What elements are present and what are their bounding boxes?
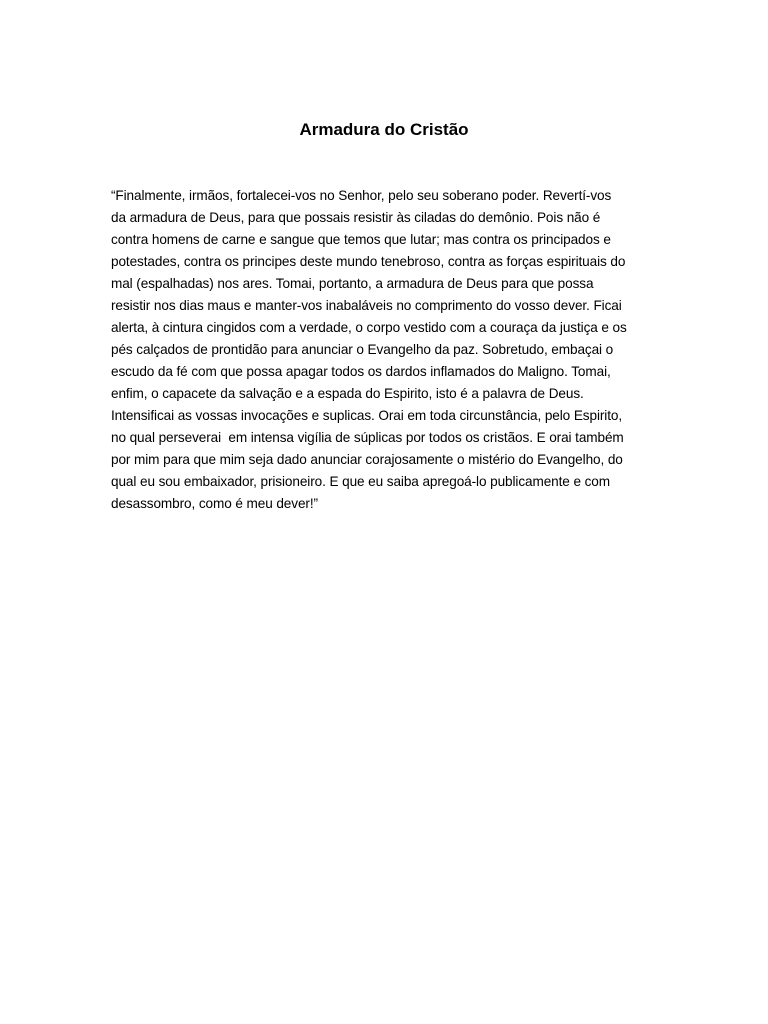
paragraph-line: desassombro, como é meu dever!” bbox=[111, 496, 318, 511]
paragraph-line: da armadura de Deus, para que possais resistir às ciladas do demônio. Pois não é bbox=[111, 210, 601, 225]
paragraph-line: potestades, contra os principes deste mundo tenebroso, contra as forças espirituais do bbox=[111, 254, 626, 269]
quote-paragraph bbox=[111, 185, 659, 515]
paragraph-line: pés calçados de prontidão para anunciar o Evangelho da paz. Sobretudo, embaçai o bbox=[111, 342, 614, 357]
paragraph-line: “Finalmente, irmãos, fortalecei-vos no Senhor, pelo seu soberano poder. Revertí-vos bbox=[111, 188, 612, 203]
paragraph-line: escudo da fé com que possa apagar todos os dardos inflamados do Maligno. Tomai, bbox=[111, 364, 611, 379]
paragraph-line: Intensificai as vossas invocações e suplicas. Orai em toda circunstância, pelo Espirito, bbox=[111, 408, 623, 423]
paragraph-line: mal (espalhadas) nos ares. Tomai, portanto, a armadura de Deus para que possa bbox=[111, 276, 594, 291]
page-title: Armadura do Cristão bbox=[299, 120, 469, 139]
paragraph-line: qual eu sou embaixador, prisioneiro. E que eu saiba apregoá-lo publicamente e com bbox=[111, 474, 610, 489]
paragraph-line: resistir nos dias maus e manter-vos inabaláveis no comprimento do vosso dever. Ficai bbox=[111, 298, 622, 313]
paragraph-line: enfim, o capacete da salvação e a espada do Espirito, isto é a palavra de Deus. bbox=[111, 386, 584, 401]
paragraph-line: alerta, à cintura cingidos com a verdade, o corpo vestido com a couraça da justiça e os bbox=[111, 320, 627, 335]
paragraph-line: no qual perseverai em intensa vigília de súplicas por todos os cristãos. E orai também bbox=[111, 430, 624, 445]
paragraph-line: contra homens de carne e sangue que temos que lutar; mas contra os principados e bbox=[111, 232, 611, 247]
paragraph-line: por mim para que mim seja dado anunciar corajosamente o mistério do Evangelho, do bbox=[111, 452, 623, 467]
